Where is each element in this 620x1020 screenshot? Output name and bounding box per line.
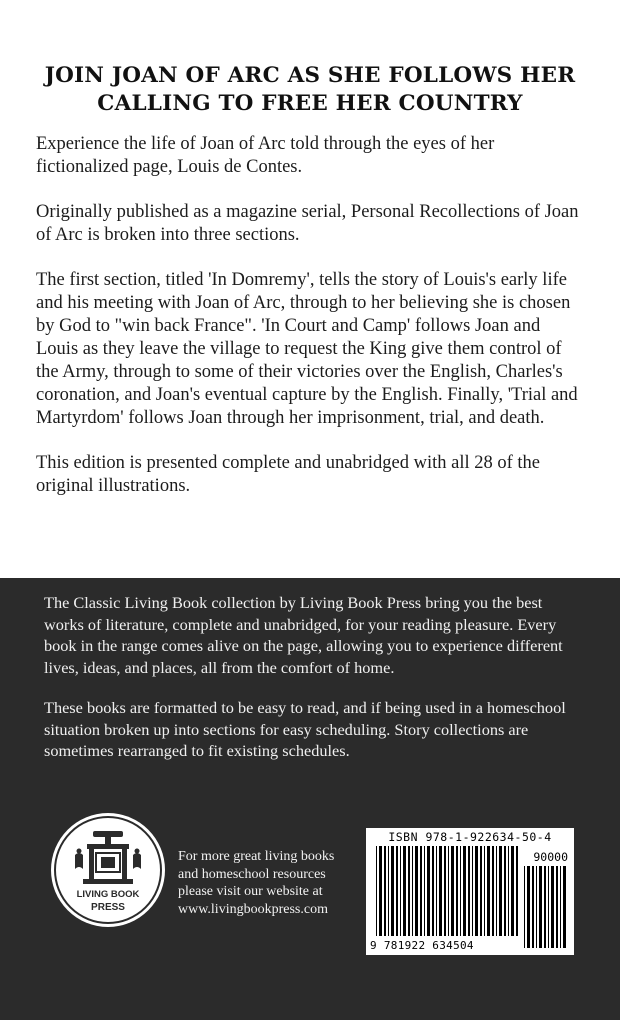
promo-url: www.livingbookpress.com [178, 901, 328, 917]
barcode-bar [432, 846, 434, 936]
collection-paragraph-2: These books are formatted to be easy to read, and if being used in a homeschool situation broken up into sections for easy scheduling. Story collections are sometimes rearranged to fit existing schedules. [44, 698, 566, 760]
barcode-bar [379, 846, 382, 936]
blurb-paragraph-3: The first section, titled 'In Domremy', tells the story of Louis's early life and his meeting with Joan of Arc, through to her believing she is chosen by God to "win back France". 'In Court and Camp' follows Joan and Louis as they leave the village to request the King give them control of the Army, through to some of their victories over the English, Charles's coronation, and Joan's eventual capture by the English. Finally, 'Trial and Martyrdom' follows Joan through her imprisonment, trial, and death. [36, 270, 578, 428]
isbn-label: ISBN 978-1-922634-50-4 [388, 830, 552, 844]
isbn-barcode [366, 828, 574, 955]
barcode-bar [396, 846, 398, 936]
barcode-bar [551, 866, 554, 948]
barcode-bar [524, 866, 525, 948]
barcode-bar [384, 846, 386, 936]
barcode-bar [487, 846, 490, 936]
barcode-bar [420, 846, 422, 936]
publisher-logo [49, 811, 167, 929]
barcode-bar [451, 846, 454, 936]
barcode-bar [415, 846, 418, 936]
barcode-bar [403, 846, 406, 936]
logo-line-2: PRESS [91, 902, 125, 913]
barcode-bar [527, 866, 530, 948]
publisher-panel [0, 578, 620, 1020]
barcode-bar [499, 846, 502, 936]
barcode-bar [448, 846, 449, 936]
barcode-bar [480, 846, 482, 936]
barcode-bar [439, 846, 442, 936]
collection-paragraph-1: The Classic Living Book collection by Living Book Press bring you the best works of literature, complete and unabridged, for your reading pleasure. Every book in the range comes alive on the page, allowing you to experience different lives, ideas, and places, all from the comfort of home. [44, 593, 563, 677]
book-blurb [36, 133, 581, 520]
barcode-bar [460, 846, 461, 936]
barcode-bar [424, 846, 425, 936]
promo-line-3: please visit our website at [178, 884, 323, 899]
barcode-bar [436, 846, 437, 936]
barcode-bar [468, 846, 470, 936]
barcode-bar [472, 846, 473, 936]
barcode-bar [532, 866, 534, 948]
barcode-bar [475, 846, 478, 936]
barcode-addon-number: 90000 [533, 850, 568, 864]
promo-line-2: and homeschool resources [178, 866, 326, 882]
barcode-bar [376, 846, 377, 936]
barcode-bar [496, 846, 497, 936]
barcode-bar [544, 866, 546, 948]
barcode-bar [504, 846, 506, 936]
barcode-bar [484, 846, 485, 936]
barcode-bar [560, 866, 561, 948]
blurb-paragraph-4: This edition is presented complete and unabridged with all 28 of the original illustrations. [36, 453, 540, 496]
headline-line-1: JOIN JOAN OF ARC AS SHE FOLLOWS HER [44, 63, 576, 88]
ean-number: 9 781922 634504 [370, 939, 474, 952]
barcode-bar [508, 846, 509, 936]
barcode-bar [511, 846, 514, 936]
barcode-bar [456, 846, 458, 936]
blurb-paragraph-1: Experience the life of Joan of Arc told through the eyes of her fictionalized page, Louis de Contes. [36, 134, 495, 177]
barcode-bar [463, 846, 466, 936]
barcode-bar [427, 846, 430, 936]
barcode-bar [388, 846, 389, 936]
barcode-bar [391, 846, 394, 936]
logo-line-1: LIVING BOOK [76, 889, 140, 900]
barcode-bars [366, 828, 574, 955]
collection-description [44, 592, 584, 781]
website-promo [178, 848, 378, 918]
barcode-bar [548, 866, 549, 948]
barcode-bar [444, 846, 446, 936]
barcode-bar [539, 866, 542, 948]
blurb-paragraph-2: Originally published as a magazine serial, Personal Recollections of Joan of Arc is broken into three sections. [36, 202, 579, 245]
barcode-bar [492, 846, 494, 936]
barcode-bar [536, 866, 537, 948]
promo-line-1: For more great living books [178, 849, 335, 864]
headline-line-2: CALLING TO FREE HER COUNTRY [97, 91, 523, 116]
barcode-bar [412, 846, 413, 936]
barcode-bar [556, 866, 558, 948]
barcode-bar [563, 866, 566, 948]
barcode-bar [400, 846, 401, 936]
barcode-bar [408, 846, 410, 936]
headline [40, 62, 580, 118]
barcode-bar [516, 846, 518, 936]
